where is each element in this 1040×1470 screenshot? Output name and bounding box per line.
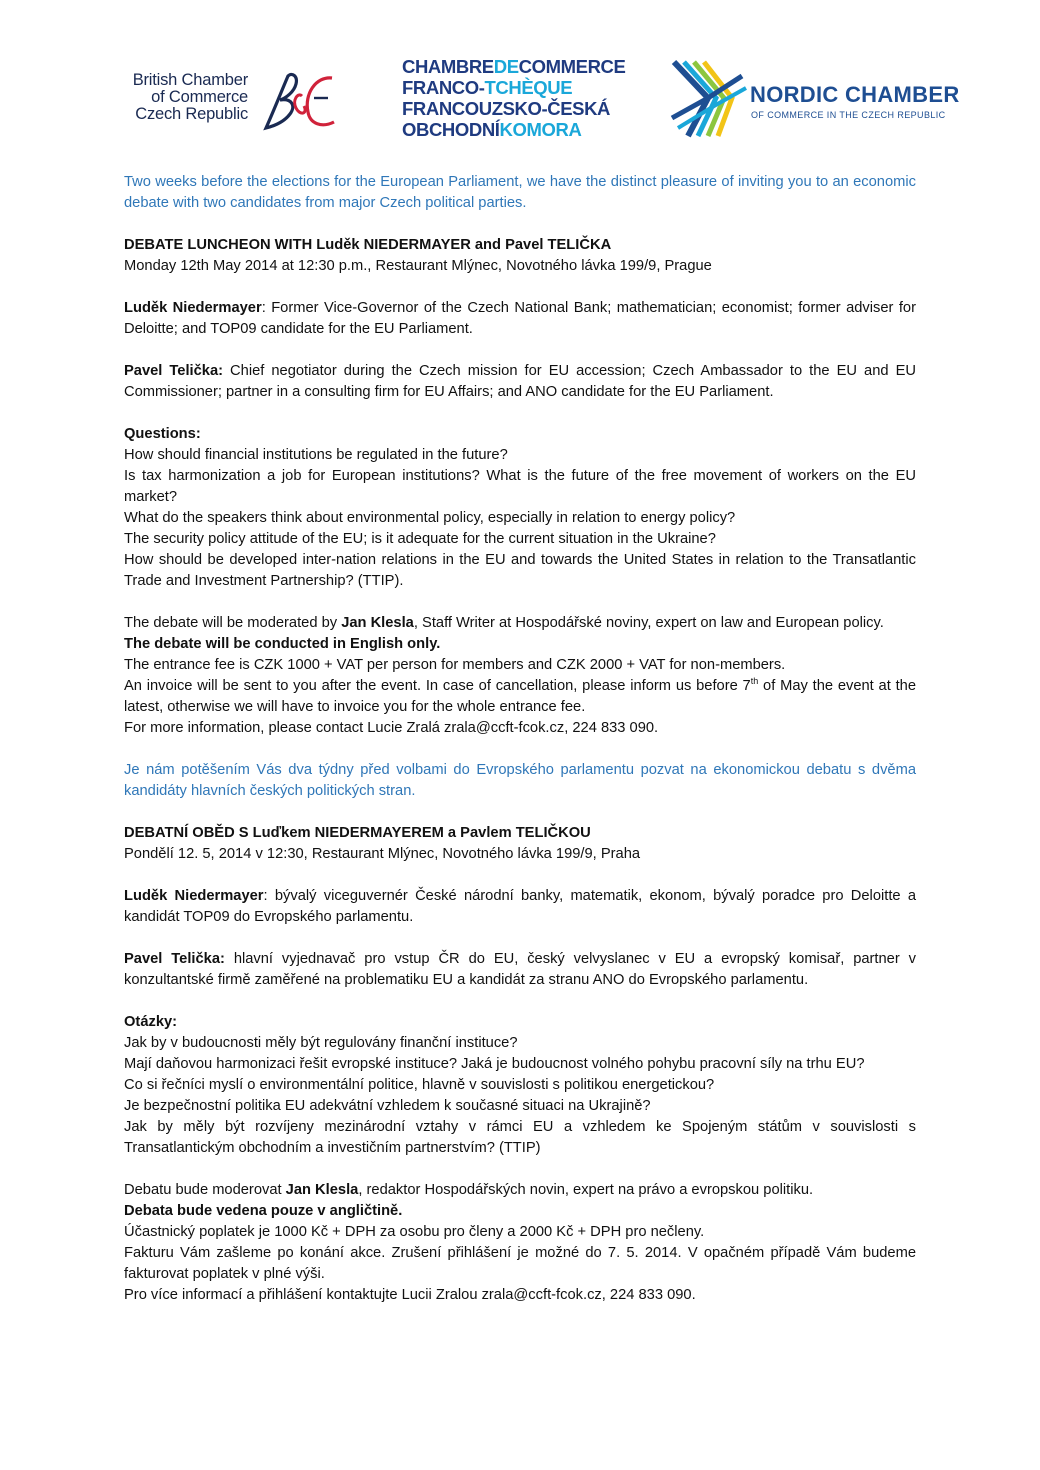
czech-heading: DEBATNÍ OBĚD S Luďkem NIEDERMAYEREM a Pavlem TELIČKOU [124, 825, 591, 841]
bcc-line-3: Czech Republic [135, 105, 248, 123]
english-questions-title: Questions: [124, 426, 201, 442]
invitation-body [124, 172, 916, 1306]
czech-invoice: Fakturu Vám zašleme po konání akce. Zrušení přihlášení je možné do 7. 5. 2014. V opačném případě Vám budeme fakturovat poplatek v plné výši. [124, 1245, 916, 1282]
english-speaker-1-bio: Former Vice-Governor of the Czech National Bank; mathematician; economist; former adviser for Deloitte; and TOP09 candidate for the EU Parliament. [124, 300, 916, 337]
english-invoice-pre: An invoice will be sent to you after the event. In case of cancellation, please inform us before 7 [124, 678, 751, 694]
english-speaker-1 [124, 298, 916, 340]
nordic-stripes-icon [668, 58, 748, 140]
czech-moderator-post: , redaktor Hospodářských novin, expert na právo a evropskou politiku. [358, 1182, 814, 1198]
english-speaker-1-name: Luděk Niedermayer [124, 300, 262, 316]
czech-language-note: Debata bude vedena pouze v angličtině. [124, 1203, 403, 1219]
english-fee: The entrance fee is CZK 1000 + VAT per person for members and CZK 2000 + VAT for non-members. [124, 657, 786, 673]
franco-czech-chamber-logo [402, 56, 626, 140]
franco-logo-chambre: CHAMBRE [402, 56, 494, 77]
czech-moderator-name: Jan Klesla [285, 1182, 359, 1198]
czech-question: Jak by měly být rozvíjeny mezinárodní vztahy v rámci EU a vzhledem ke Spojeným státům v souvislosti s Transatlantickým obchodním a investičním partnerstvím? (TTIP) [124, 1119, 916, 1156]
czech-speaker-1-sep: : [263, 888, 275, 904]
english-speaker-1-sep: : [261, 300, 272, 316]
czech-speaker-2-bio: hlavní vyjednavač pro vstup ČR do EU, český velvyslanec v EU a evropský komisař, partner v konzultantské firmě zaměřené na problematiku EU a kandidát za stranu ANO do Evropského parlamentu. [124, 951, 916, 988]
nordic-chamber-subtitle: OF COMMERCE IN THE CZECH REPUBLIC [751, 110, 946, 120]
english-speaker-2-name: Pavel Telička: [124, 363, 224, 379]
english-section [124, 172, 916, 739]
english-speaker-2-bio: Chief negotiator during the Czech mission for EU accession; Czech Ambassador to the EU and EU Commissioner; partner in a consulting firm for EU Affairs; and ANO candidate for the EU Parliament. [124, 363, 916, 400]
english-question: The security policy attitude of the EU; is it adequate for the current situation in the Ukraine? [124, 531, 716, 547]
czech-fee: Účastnický poplatek je 1000 Kč + DPH za osobu pro členy a 2000 Kč + DPH pro nečleny. [124, 1224, 705, 1240]
czech-speaker-1 [124, 886, 916, 928]
czech-moderator [124, 1180, 916, 1201]
english-moderator-pre: The debate will be moderated by [124, 615, 342, 631]
english-moderator-name: Jan Klesla [341, 615, 414, 631]
franco-logo-commerce: COMMERCE [518, 56, 626, 77]
czech-question: Mají daňovou harmonizaci řešit evropské instituce? Jaká je budoucnost volného pohybu pracovní síly na trhu EU? [124, 1056, 865, 1072]
english-question: How should financial institutions be regulated in the future? [124, 447, 508, 463]
franco-logo-line-4 [402, 119, 622, 140]
czech-questions-title: Otázky: [124, 1014, 178, 1030]
franco-logo-komora: KOMORA [499, 119, 582, 140]
english-contact: For more information, please contact Lucie Zralá zrala@ccft-fcok.cz, 224 833 090. [124, 720, 659, 736]
english-intro: Two weeks before the elections for the European Parliament, we have the distinct pleasure of inviting you to an economic debate with two candidates from major Czech political parties. [124, 174, 916, 211]
english-language-note: The debate will be conducted in English only. [124, 636, 441, 652]
bcc-monogram-icon [252, 70, 352, 134]
franco-logo-line-2 [402, 77, 622, 98]
czech-date-line: Pondělí 12. 5, 2014 v 12:30, Restaurant Mlýnec, Novotného lávka 199/9, Praha [124, 846, 641, 862]
czech-question: Co si řečníci myslí o environmentální politice, hlavně v souvislosti s politikou energetickou? [124, 1077, 715, 1093]
english-question: What do the speakers think about environmental policy, especially in relation to energy policy? [124, 510, 736, 526]
czech-intro: Je nám potěšením Vás dva týdny před volbami do Evropského parlamentu pozvat na ekonomickou debatu s dvěma kandidáty hlavních českých politických stran. [124, 762, 916, 799]
english-moderator-post: , Staff Writer at Hospodářské noviny, expert on law and European policy. [413, 615, 884, 631]
british-chamber-wordmark [122, 72, 248, 123]
czech-moderator-pre: Debatu bude moderovat [124, 1182, 286, 1198]
chamber-logos [0, 56, 1040, 146]
english-date-line: Monday 12th May 2014 at 12:30 p.m., Restaurant Mlýnec, Novotného lávka 199/9, Prague [124, 258, 712, 274]
franco-logo-obchodni: OBCHODNÍ [402, 119, 500, 140]
english-invoice-sup: th [750, 676, 759, 687]
english-moderator [124, 613, 916, 634]
nordic-chamber-title: NORDIC CHAMBER [750, 82, 960, 107]
english-question: Is tax harmonization a job for European institutions? What is the future of the free movement of workers on the EU market? [124, 468, 916, 505]
franco-logo-line-3: FRANCOUZSKO-ČESKÁ [402, 98, 611, 119]
nordic-chamber-logo [668, 58, 960, 142]
czech-speaker-2 [124, 949, 916, 991]
czech-speaker-2-name: Pavel Telička: [124, 951, 225, 967]
english-invoice-post: of May the event at the latest, otherwise we will have to invoice you for the whole entrance fee. [124, 678, 916, 715]
franco-logo-franco: FRANCO- [402, 77, 485, 98]
czech-contact: Pro více informací a přihlášení kontaktujte Lucii Zralou zrala@ccft-fcok.cz, 224 833 090. [124, 1287, 696, 1303]
franco-logo-de: DE [493, 56, 519, 77]
bcc-line-1: British Chamber [132, 71, 248, 89]
czech-section [124, 760, 916, 1306]
czech-question: Jak by v budoucnosti měly být regulovány finanční instituce? [124, 1035, 518, 1051]
czech-speaker-1-bio: bývalý viceguvernér České národní banky, matematik, ekonom, bývalý poradce pro Deloitte a kandidát TOP09 do Evropského parlamentu. [124, 888, 917, 925]
british-chamber-logo [122, 70, 362, 130]
english-question: How should be developed inter-nation relations in the EU and towards the United States in relation to the Transatlantic Trade and Investment Partnership? (TTIP). [124, 552, 916, 589]
english-heading: DEBATE LUNCHEON WITH Luděk NIEDERMAYER and Pavel TELIČKA [124, 237, 612, 253]
czech-question: Je bezpečnostní politika EU adekvátní vzhledem k současné situaci na Ukrajině? [124, 1098, 651, 1114]
bcc-line-2: of Commerce [151, 88, 248, 106]
czech-speaker-1-name: Luděk Niedermayer [124, 888, 264, 904]
english-invoice [124, 676, 916, 718]
english-speaker-2 [124, 361, 916, 403]
franco-logo-tcheque: TCHÈQUE [484, 77, 573, 98]
franco-logo-line-1 [402, 56, 626, 77]
